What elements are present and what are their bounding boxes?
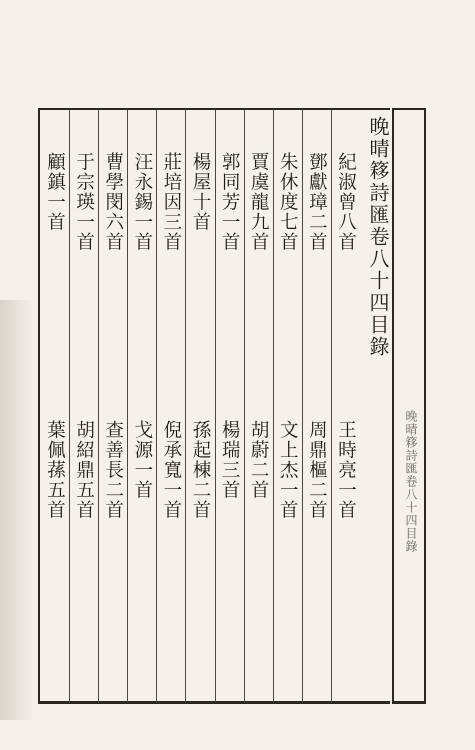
toc-entry: 王時亮一首 <box>335 420 357 520</box>
toc-entry: 汪永錫一首 <box>131 152 153 252</box>
toc-entry: 楊瑞三首 <box>219 420 241 500</box>
toc-entry: 于宗瑛一首 <box>73 152 95 252</box>
toc-entry: 顧鎮一首 <box>44 152 66 232</box>
toc-entry: 楊屋十首 <box>190 152 211 232</box>
center-gutter <box>392 108 426 704</box>
toc-entry: 孫起棟二首 <box>190 420 211 520</box>
toc-entry: 葉佩蓀五首 <box>44 420 66 520</box>
gutter-label: 晚晴簃詩匯卷八十四目錄 <box>404 410 418 553</box>
toc-entry: 倪承寬一首 <box>160 420 182 520</box>
toc-title: 晚晴簃詩匯卷八十四目錄 <box>366 116 390 358</box>
toc-entry: 紀淑曾八首 <box>335 152 357 252</box>
toc-entry: 郭同芳一首 <box>219 152 241 252</box>
toc-entry: 查善長二首 <box>102 420 124 520</box>
toc-entry: 周鼎樞二首 <box>306 420 328 520</box>
page-fold-shadow <box>0 300 34 720</box>
toc-entry: 胡紹鼎五首 <box>73 420 95 520</box>
toc-entry: 曹學閔六首 <box>102 152 124 252</box>
toc-entry: 文上杰一首 <box>277 420 299 520</box>
toc-entry: 戈源一首 <box>131 420 153 500</box>
toc-entry: 莊培因三首 <box>160 152 182 252</box>
toc-entry: 賈虞龍九首 <box>248 152 270 252</box>
toc-entry: 鄧獻璋二首 <box>306 152 328 252</box>
toc-entry: 朱休度七首 <box>277 152 299 252</box>
toc-entry: 胡蔚二首 <box>248 420 270 500</box>
